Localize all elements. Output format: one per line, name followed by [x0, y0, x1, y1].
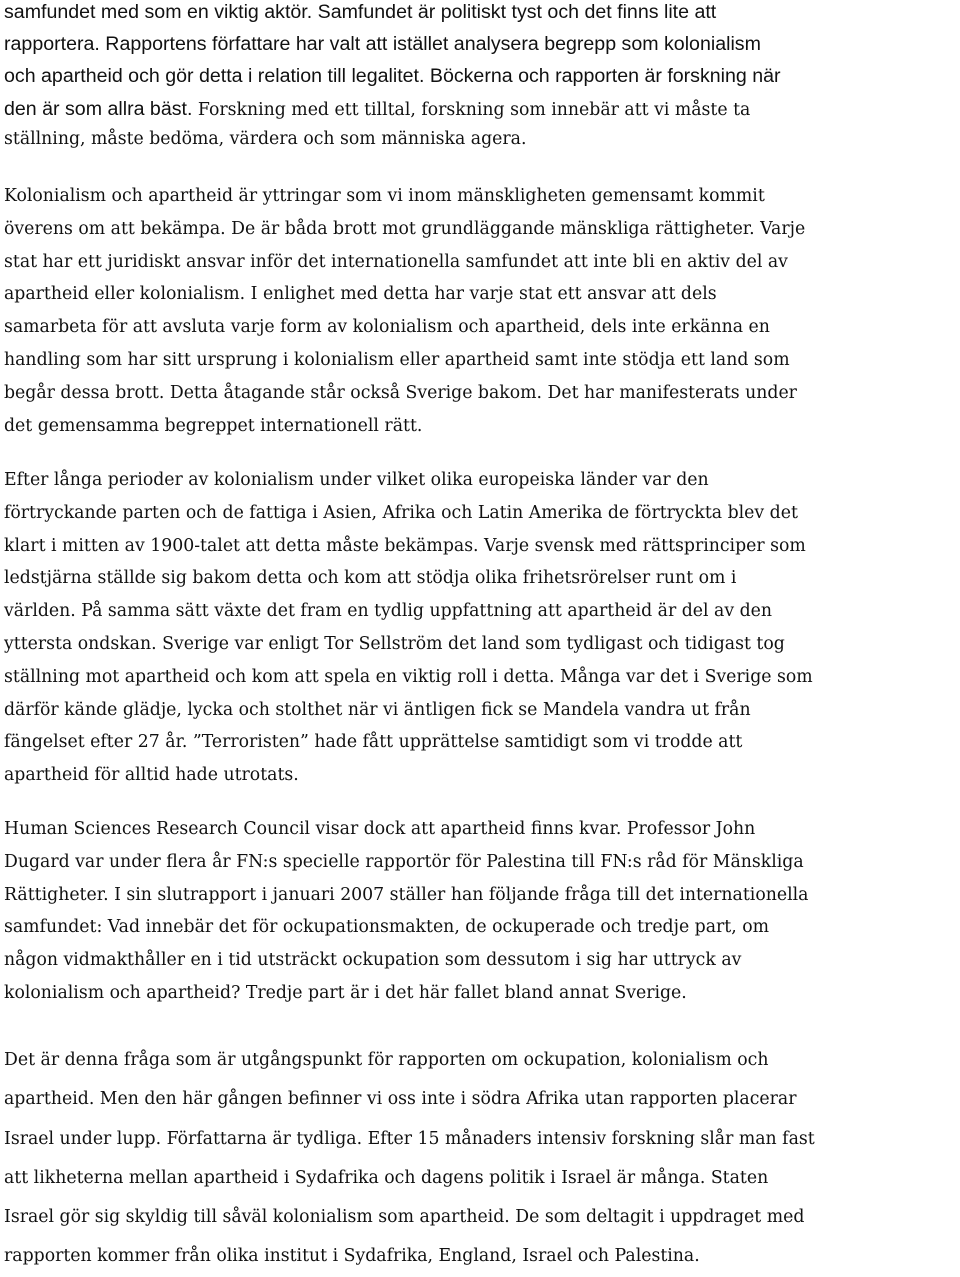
text-line: överens om att bekämpa. De är båda brott mot grundläggande mänskliga rättigheter. Varje: [4, 218, 806, 239]
text-line: klart i mitten av 1900-talet att detta måste bekämpas. Varje svensk med rättsprinciper som: [4, 535, 806, 556]
text-fragment: Forskning med ett tilltal, forskning som innebär att vi måste ta: [192, 99, 751, 120]
text-line: apartheid för alltid hade utrotats.: [4, 765, 299, 786]
text-line: det gemensamma begreppet internationell rätt.: [4, 415, 423, 436]
text-line: samfundet med som en viktig aktör. Samfundet är politiskt tyst och det finns lite att: [4, 1, 717, 23]
text-line: världen. På samma sätt växte det fram en tydlig uppfattning att apartheid är del av den: [4, 601, 773, 622]
text-line: ställning mot apartheid och kom att spela en viktig roll i detta. Många var det i Sverige som: [4, 666, 813, 687]
text-line: stat har ett juridiskt ansvar inför det internationella samfundet att inte bli en aktiv del av: [4, 251, 788, 272]
text-line: Human Sciences Research Council visar dock att apartheid finns kvar. Professor John: [4, 819, 756, 839]
paragraph-4: [4, 1041, 815, 1277]
text-line: Israel gör sig skyldig till såväl kolonialism som apartheid. De som deltagit i uppdraget med: [4, 1207, 805, 1228]
text-line: rapportera. Rapportens författare har valt att istället analysera begrepp som kolonialism: [4, 33, 761, 56]
text-line: Rättigheter. I sin slutrapport i januari 2007 ställer han följande fråga till det internationella: [4, 884, 809, 905]
text-line: någon vidmakthåller en i tid utsträckt ockupation som dessutom i sig har uttryck av: [4, 950, 742, 971]
text-line: Kolonialism och apartheid är yttringar som vi inom mänskligheten gemensamt kommit: [4, 186, 765, 206]
text-line: begår dessa brott. Detta åtagande står också Sverige bakom. Det har manifesterats under: [4, 382, 797, 403]
intro-paragraph: [4, 0, 959, 126]
paragraph-3: [4, 813, 808, 1010]
intro-continuation: [4, 123, 526, 156]
text-line: och apartheid och gör detta i relation till legalitet. Böckerna och rapporten är forskning när: [4, 65, 781, 88]
text-line: yttersta ondskan. Sverige var enligt Tor Sellström det land som tydligast och tidigast tog: [4, 633, 785, 654]
text-line: kolonialism och apartheid? Tredje part är i det här fallet bland annat Sverige.: [4, 982, 687, 1003]
text-line: [4, 93, 959, 126]
paragraph-1: [4, 180, 805, 442]
text-line: handling som har sitt ursprung i kolonialism eller apartheid samt inte stödja ett land som: [4, 349, 790, 370]
text-line: därför kände glädje, lycka och stolthet när vi äntligen fick se Mandela vandra ut från: [4, 699, 751, 720]
text-line: Det är denna fråga som är utgångspunkt för rapporten om ockupation, kolonialism och: [4, 1050, 769, 1070]
text-line: rapporten kommer från olika institut i Sydafrika, England, Israel och Palestina.: [4, 1246, 700, 1267]
text-line: Efter långa perioder av kolonialism under vilket olika europeiska länder var den: [4, 470, 709, 490]
text-line: fängelset efter 27 år. ”Terroristen” hade fått upprättelse samtidigt som vi trodde att: [4, 732, 743, 753]
text-line: apartheid. Men den här gången befinner vi oss inte i södra Afrika utan rapporten placerar: [4, 1089, 797, 1110]
text-line: att likheterna mellan apartheid i Sydafrika och dagens politik i Israel är många. Staten: [4, 1167, 769, 1188]
text-line: Dugard var under flera år FN:s specielle rapportör för Palestina till FN:s råd för Mänskliga: [4, 851, 804, 872]
text-line: samfundet: Vad innebär det för ockupationsmakten, de ockuperade och tredje part, om: [4, 917, 770, 938]
paragraph-2: [4, 464, 813, 792]
text-line: apartheid eller kolonialism. I enlighet med detta har varje stat ett ansvar att dels: [4, 284, 717, 305]
text-fragment: den är som allra bäst.: [4, 97, 193, 120]
text-line: samarbeta för att avsluta varje form av kolonialism och apartheid, dels inte erkänna en: [4, 317, 770, 338]
text-line: Israel under lupp. Författarna är tydliga. Efter 15 månaders intensiv forskning slår man fast: [4, 1128, 815, 1149]
text-line: förtryckande parten och de fattiga i Asien, Afrika och Latin Amerika de förtryckta blev det: [4, 502, 798, 523]
text-line: ledstjärna ställde sig bakom detta och kom att stödja olika frihetsrörelser runt om i: [4, 568, 737, 589]
text-line: ställning, måste bedöma, värdera och som människa agera.: [4, 129, 527, 149]
